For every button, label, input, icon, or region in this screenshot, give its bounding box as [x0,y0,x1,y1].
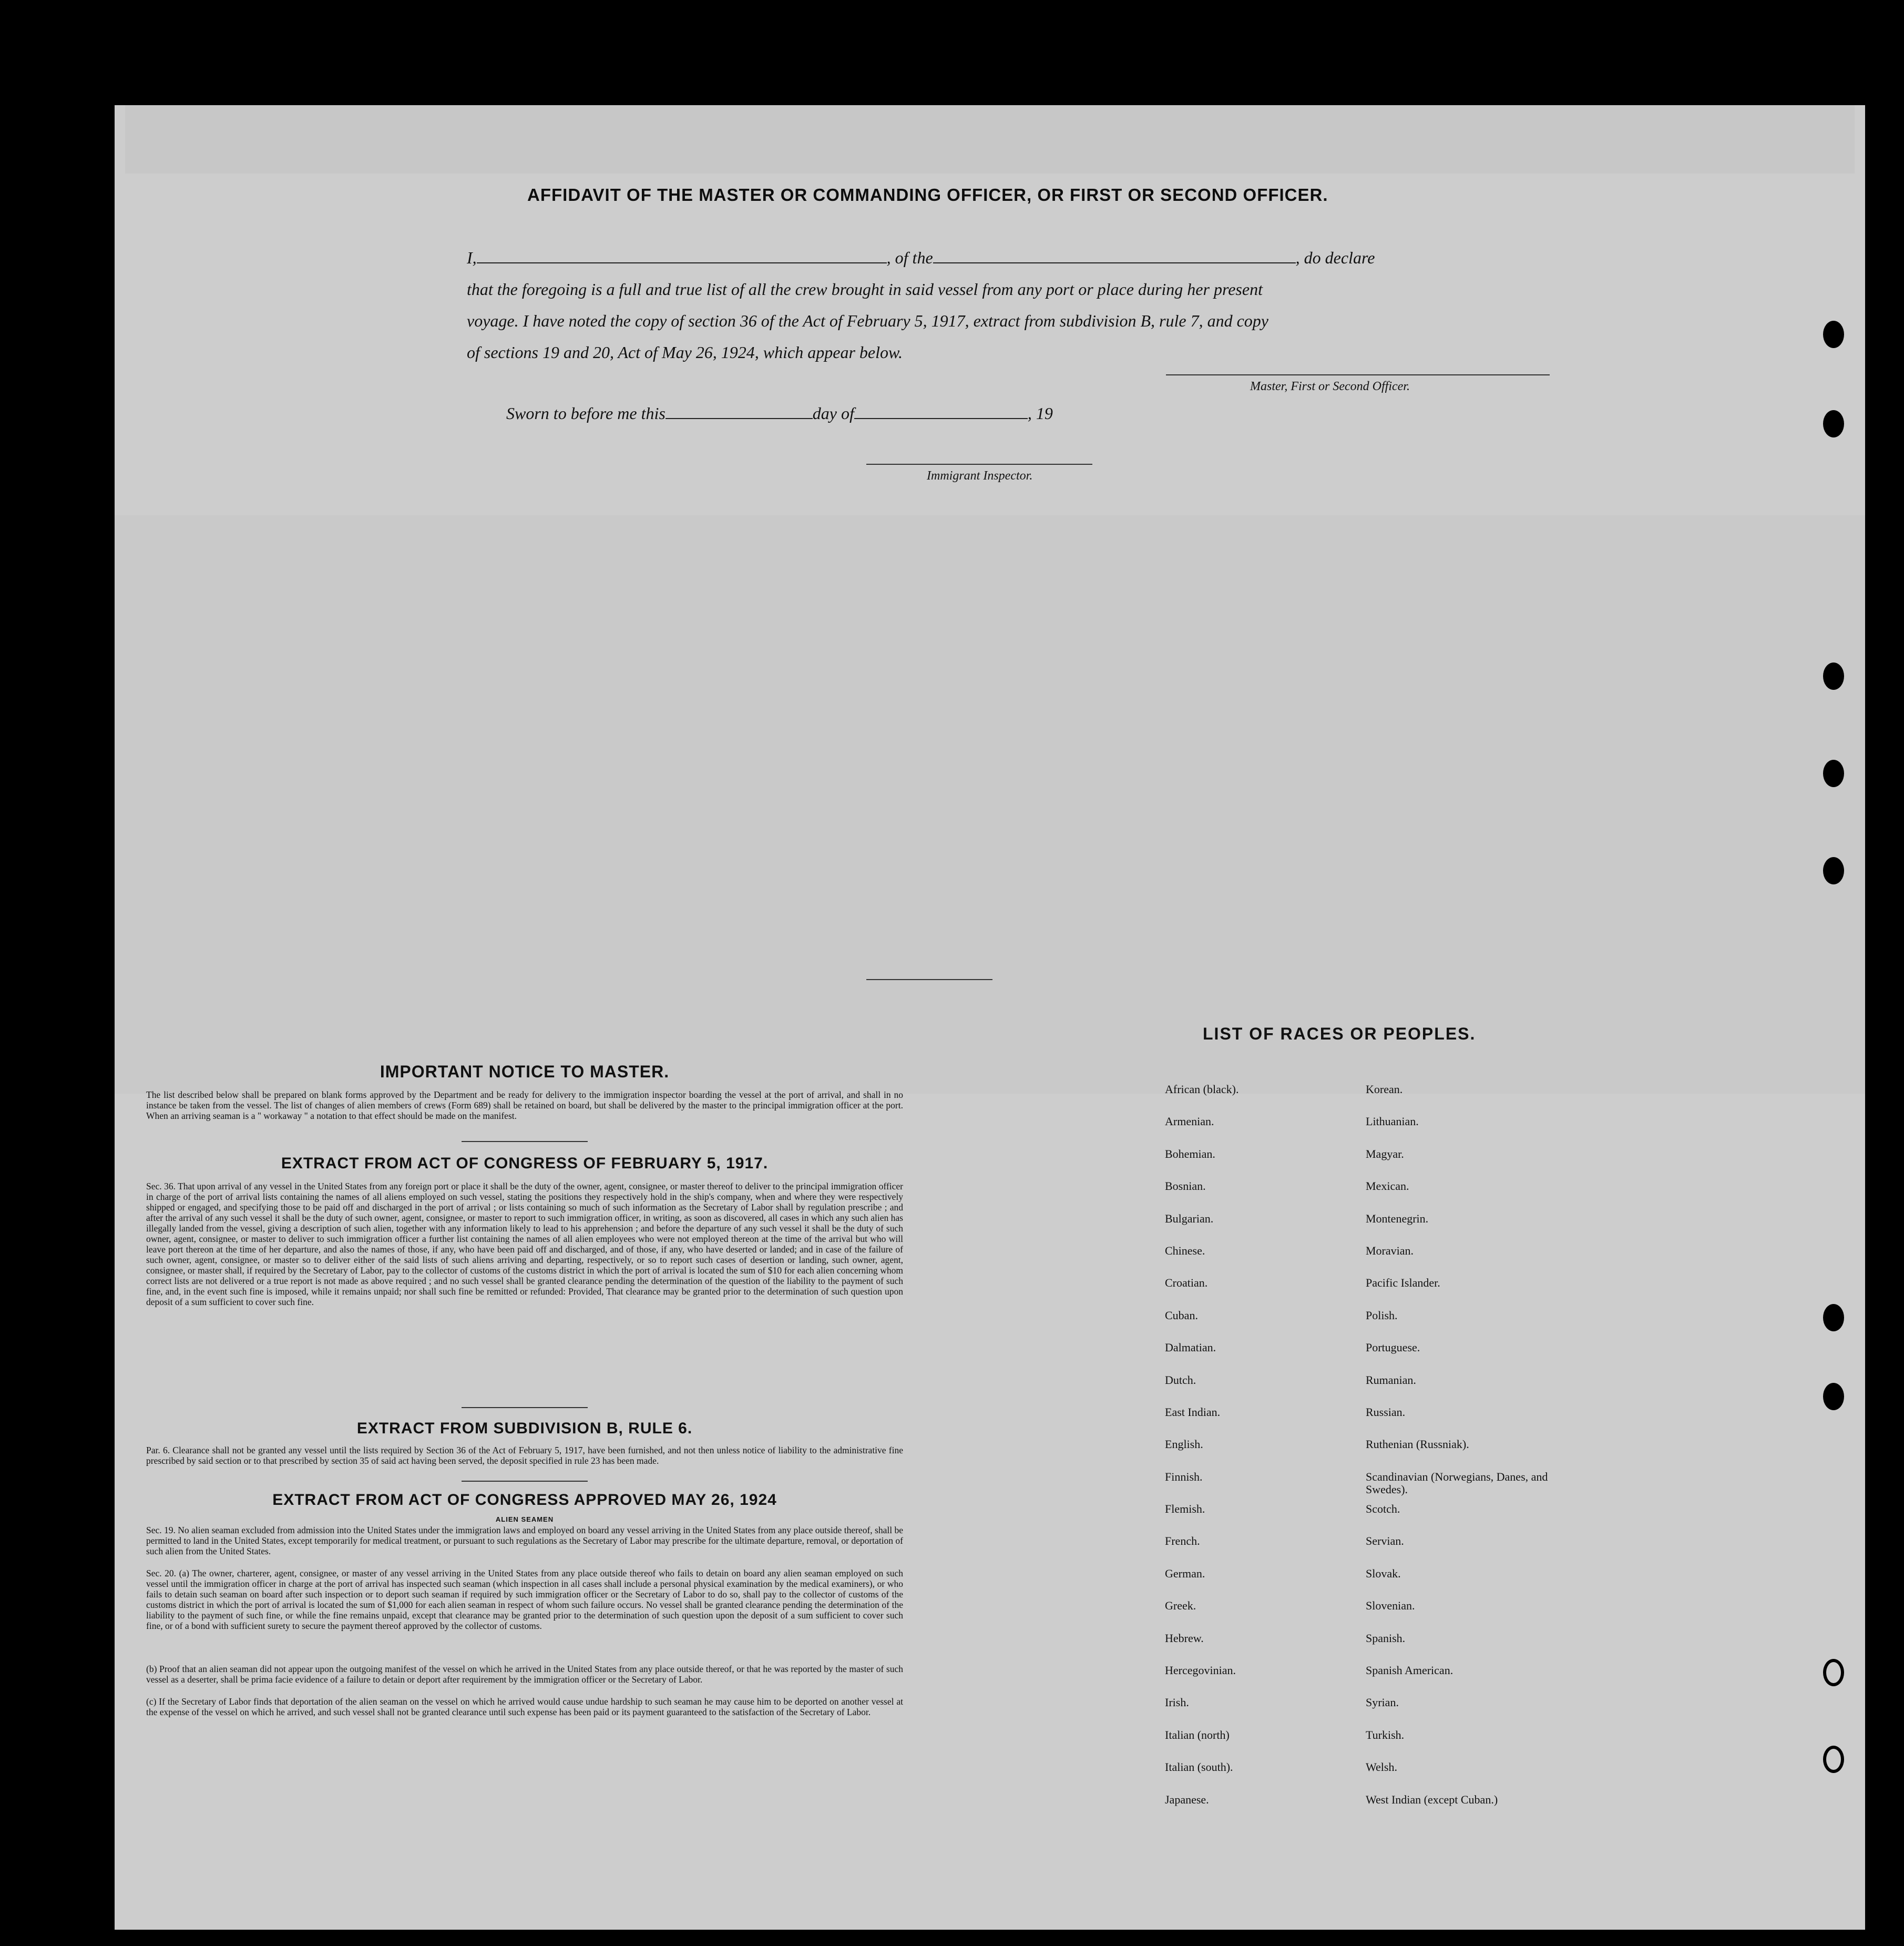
race-item: Turkish. [1366,1728,1405,1741]
race-item: Italian (north) [1165,1728,1230,1741]
race-item: Welsh. [1366,1760,1397,1774]
race-item: Japanese. [1165,1792,1209,1806]
signature-line[interactable] [1166,374,1550,375]
affidavit-line-4: of sections 19 and 20, Act of May 26, 1924, which appear below. [467,343,903,362]
race-item: Montenegrin. [1366,1211,1429,1225]
binder-hole [1823,857,1844,884]
extract-1924-sec-20b: (b) Proof that an alien seaman did not appear upon the outgoing manifest of the vessel on which he arrived in the United States from any place outside thereof, or that he was reported by the master of such vessel as a deserter, shall be prima facie evidence of a failure to detain or deport after requirement by the immigration officer or the Secretary of Labor. [146,1664,903,1685]
sworn-day-field[interactable] [666,404,813,419]
race-item: Croatian. [1165,1276,1208,1290]
race-item: Bohemian. [1165,1147,1215,1160]
race-item: Irish. [1165,1696,1189,1709]
race-item: Syrian. [1366,1696,1399,1709]
race-item: Chinese. [1165,1244,1205,1257]
vessel-field[interactable] [933,249,1296,263]
race-item: Italian (south). [1165,1760,1233,1774]
races-title: LIST OF RACES OR PEOPLES. [1203,1024,1476,1043]
race-item: Cuban. [1165,1308,1198,1322]
notice-body: The list described below shall be prepared on blank forms approved by the Department and be ready for delivery to the immigration inspector boarding the vessel at the port of arrival, and shall in no instance be taken from the vessel. The list of changes of alien members of crews (Form 689) shall be retained on board, but shall be delivered by the master to the principal immigration officer at the port. When an arriving seaman is a " workaway " a notation to that effect should be made on the manifest. [146,1089,903,1121]
race-item: Spanish American. [1366,1664,1453,1677]
race-item: English. [1165,1438,1203,1451]
signature-caption: Master, First or Second Officer. [1250,380,1410,393]
race-item: Ruthenian (Russniak). [1366,1438,1469,1451]
affidavit-of-the: , of the [886,248,933,267]
race-item: Russian. [1366,1405,1406,1419]
race-item: French. [1165,1534,1200,1548]
race-item: African (black). [1165,1083,1239,1096]
divider-rule [866,979,992,980]
binder-hole [1823,1383,1844,1410]
race-item: Hebrew. [1165,1631,1204,1645]
race-item: Pacific Islander. [1366,1276,1440,1290]
document-page [115,105,1865,1930]
race-item: Mexican. [1366,1179,1409,1193]
race-item: Flemish. [1165,1502,1205,1516]
inspector-signature-line[interactable] [866,464,1092,465]
race-item: Rumanian. [1366,1373,1416,1387]
rule-6-rule [462,1481,588,1482]
binder-hole [1823,1659,1844,1686]
sworn-month-field[interactable] [854,404,1028,419]
race-item: Korean. [1366,1083,1403,1096]
affidavit-line-1 [467,248,1375,268]
race-item: German. [1165,1566,1205,1580]
race-item: Moravian. [1366,1244,1414,1257]
binder-hole [1823,760,1844,787]
binder-hole [1823,663,1844,690]
binder-hole [1823,1746,1844,1773]
extract-1924-subtitle: ALIEN SEAMEN [495,1515,554,1523]
affidavit-line-3: voyage. I have noted the copy of section 36 of the Act of February 5, 1917, extract from subdivision B, rule 7, and copy [467,311,1268,330]
rule-6-title: EXTRACT FROM SUBDIVISION B, RULE 6. [356,1420,693,1437]
race-item: Magyar. [1366,1147,1404,1160]
name-field[interactable] [477,249,887,263]
binder-hole [1823,321,1844,348]
extract-1924-sec-20c: (c) If the Secretary of Labor finds that deportation of the alien seaman on the vessel on which he arrived would cause undue hardship to such seaman he may cause him to be deported on another vessel at the expense of the vessel on which he arrived, and such vessel shall not be granted clearance until such expense has been paid or its payment guaranteed to the satisfaction of the Secretary of Labor. [146,1696,903,1717]
extract-1924-title: EXTRACT FROM ACT OF CONGRESS APPROVED MAY 26, 1924 [272,1491,777,1509]
race-item: Portuguese. [1366,1341,1420,1354]
binder-hole [1823,1304,1844,1331]
race-item: Servian. [1366,1534,1404,1548]
race-item: West Indian (except Cuban.) [1366,1792,1498,1806]
affidavit-line-2: that the foregoing is a full and true list of all the crew brought in said vessel from any port or place during her present [467,280,1263,299]
race-item: Bosnian. [1165,1179,1206,1193]
races-right-column [1366,1083,1660,1826]
extract-1917-body: Sec. 36. That upon arrival of any vessel in the United States from any foreign port or place it shall be the duty of the owner, agent, consignee, or master thereof to deliver to the principal immigration officer in charge of the port of arrival lists containing the names of all aliens employed on such vessel, stating the positions they respectively hold in the ship's company, when and where they were respectively shipped or engaged, and specifying those to be paid off and discharged in the port of arrival ; or lists containing so much of such information as the Secretary of Labor shall by regulation prescribe ; and after the arrival of any such vessel it shall be the duty of such owner, agent, consignee, or master to report to such immigration officer, in writing, as soon as discovered, all cases in which any such alien has illegally landed from the vessel, giving a description of such alien, together with any information likely to lead to his apprehension ; and before the departure of any such vessel it shall be the duty of such owner, agent, consignee, or master to deliver to such immigration officer a further list containing the names of all alien employees who were not employed thereon at the time of the arrival but who will leave port thereon at the time of her departure, and also the names of those, if any, who have been paid off and discharged, and of those, if any, who have deserted or landed; and in case of the failure of such owner, agent, consignee, or master so to deliver either of the said lists of such aliens arriving and departing, respectively, or so to report such cases of desertion or landing, such owner, agent, consignee, or master shall, if required by the Secretary of Labor, pay to the collector of customs of the customs district in which the port of arrival is located the sum of $10 for each alien concerning whom correct lists are not delivered or a true report is not made as above required ; and no such vessel shall be granted clearance pending the determination of the question of the liability to the payment of such fine, and, in the event such fine is imposed, while it remains unpaid; nor shall such fine be remitted or refunded: Provided, That clearance may be granted prior to the determination of such question upon deposit of a sum sufficient to cover such fine. [146,1181,903,1307]
rule-6-body: Par. 6. Clearance shall not be granted any vessel until the lists required by Section 36 of the Act of February 5, 1917, have been furnished, and not then unless notice of liability to the administrative fine prescribed by said section or to that prescribed by section 35 of said act having been served, the deposit specified in rule 23 has been made. [146,1445,903,1466]
race-item: Greek. [1165,1599,1196,1613]
sworn-prefix: Sworn to before me this [506,404,666,423]
sworn-day-of: day of [812,404,854,423]
bleed-through-header [125,105,1855,174]
extract-1917-title: EXTRACT FROM ACT OF CONGRESS OF FEBRUARY 5, 1917. [281,1155,769,1172]
race-item: East Indian. [1165,1405,1221,1419]
affidavit-declare: , do declare [1295,248,1375,267]
race-item: Slovenian. [1366,1599,1415,1613]
sworn-year: , 19 [1027,404,1053,423]
sworn-line [506,404,1053,423]
notice-title: IMPORTANT NOTICE TO MASTER. [380,1062,670,1081]
race-item: Scotch. [1366,1502,1400,1516]
extract-1924-sec-20a: Sec. 20. (a) The owner, charterer, agent, consignee, or master of any vessel arriving in the United States from any place outside thereof who fails to detain on board any alien seaman employed on such vessel until the immigration officer in charge at the port of arrival has inspected such seaman (which inspection in all cases shall include a personal physical examination by the medical examiners), or who fails to detain such seaman on board after such inspection or to deport such seaman if required by such immigration officer or the Secretary of Labor to do so, shall pay to the collector of customs of the customs district in which the port of arrival is located the sum of $1,000 for each alien seaman in respect of whom such failure occurs. No vessel shall be granted clearance pending the determination of the liability to the payment of such fine, or while the fine remains unpaid, except that clearance may be granted prior to the determination of such question upon the deposit of a sum sufficient to cover such fine, or of a bond with sufficient surety to secure the payment thereof approved by the collector of customs. [146,1568,903,1631]
affidavit-title: AFFIDAVIT OF THE MASTER OR COMMANDING OFFICER, OR FIRST OR SECOND OFFICER. [527,185,1328,205]
bleed-through-rows [115,515,1865,1094]
extract-1924-sec-19: Sec. 19. No alien seaman excluded from admission into the United States under the immigration laws and employed on board any vessel arriving in the United States from any place outside thereof, shall be permitted to land in the United States, except temporarily for medical treatment, or pursuant to such regulations as the Secretary of Labor may prescribe for the ultimate departure, removal, or deportation of such alien from the United States. [146,1525,903,1556]
race-item: Lithuanian. [1366,1115,1419,1128]
race-item: Hercegovinian. [1165,1664,1236,1677]
races-left-column [1165,1083,1396,1826]
race-item: Bulgarian. [1165,1211,1214,1225]
race-item: Dalmatian. [1165,1341,1216,1354]
extract-1917-rule [462,1407,588,1408]
inspector-caption: Immigrant Inspector. [927,469,1033,483]
race-item: Armenian. [1165,1115,1214,1128]
race-item: Dutch. [1165,1373,1196,1387]
race-item: Slovak. [1366,1566,1401,1580]
notice-rule [462,1141,588,1142]
race-item: Scandinavian (Norwegians, Danes, and Swedes). [1366,1470,1548,1496]
affidavit-i: I, [467,248,477,267]
race-item: Finnish. [1165,1470,1203,1483]
race-item: Spanish. [1366,1631,1406,1645]
binder-hole [1823,410,1844,437]
race-item: Polish. [1366,1308,1398,1322]
